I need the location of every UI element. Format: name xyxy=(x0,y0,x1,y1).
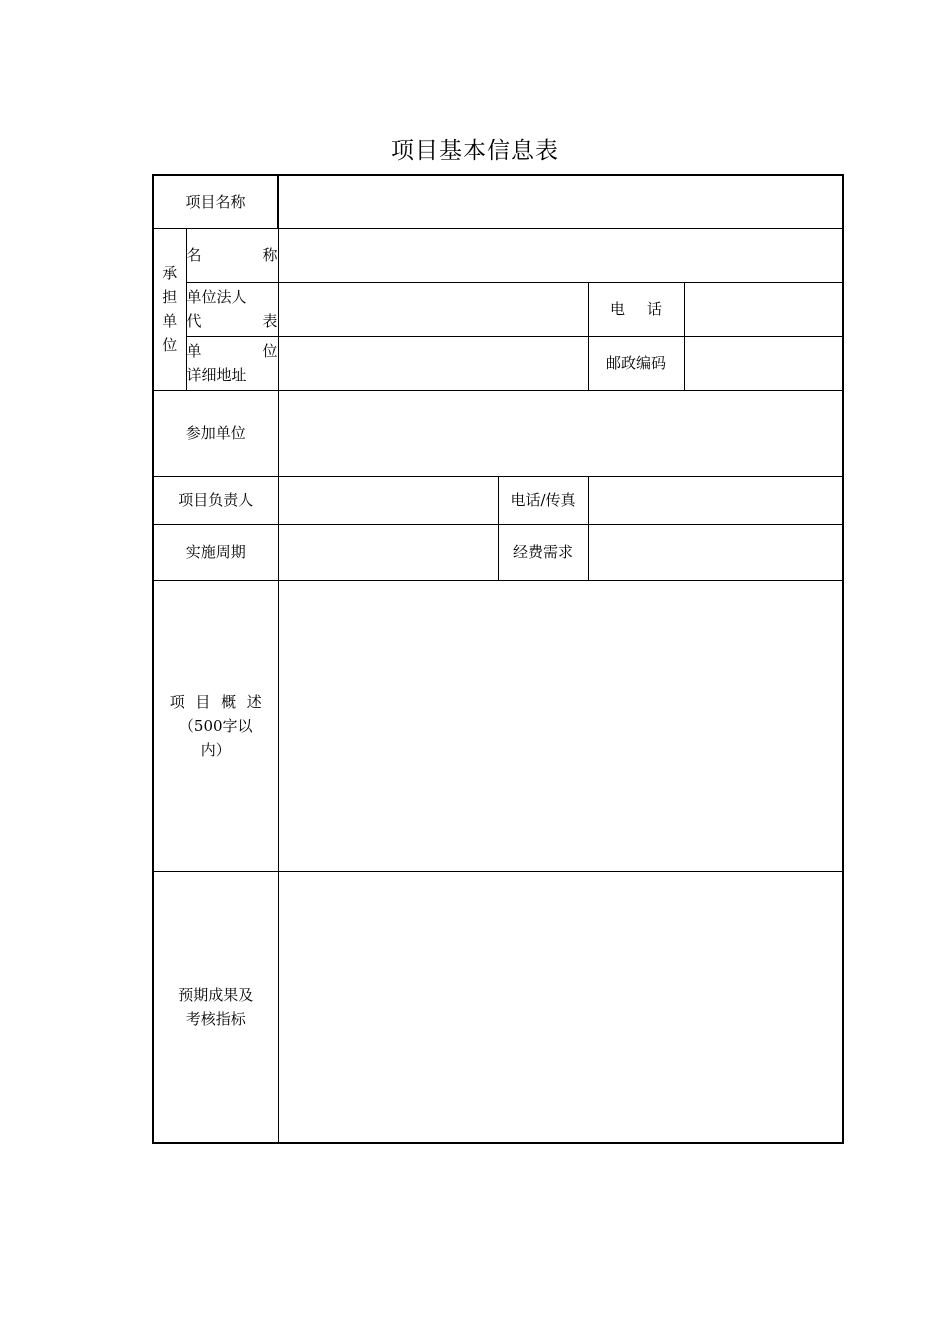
row-overview xyxy=(153,580,843,871)
postcode-label: 邮政编码 xyxy=(588,336,684,390)
overview-label: 项 目 概 述 （500字以 内） xyxy=(153,580,278,871)
funding-field[interactable] xyxy=(588,524,843,580)
legal-rep-field[interactable] xyxy=(278,282,588,336)
funding-label: 经费需求 xyxy=(498,524,588,580)
participating-units-field[interactable] xyxy=(278,390,843,476)
row-implementation-period xyxy=(153,524,843,580)
implementation-period-field[interactable] xyxy=(278,524,498,580)
row-participating-units xyxy=(153,390,843,476)
legal-rep-label: 单位法人 代 表 xyxy=(186,282,278,336)
overview-field[interactable] xyxy=(278,580,843,871)
address-label: 单 位 详细地址 xyxy=(186,336,278,390)
expected-results-field[interactable] xyxy=(278,871,843,1143)
project-name-label: 项目名称 xyxy=(153,175,278,228)
row-address xyxy=(153,336,843,390)
implementation-period-label: 实施周期 xyxy=(153,524,278,580)
postcode-field[interactable] xyxy=(684,336,843,390)
row-unit-name xyxy=(153,228,843,282)
row-legal-rep xyxy=(153,282,843,336)
row-expected-results xyxy=(153,871,843,1143)
phone-field[interactable] xyxy=(684,282,843,336)
phone-label: 电 话 xyxy=(588,282,684,336)
project-leader-label: 项目负责人 xyxy=(153,476,278,524)
project-name-field[interactable] xyxy=(278,175,843,228)
contact-label: 电话/传真 xyxy=(498,476,588,524)
address-field[interactable] xyxy=(278,336,588,390)
project-leader-field[interactable] xyxy=(278,476,498,524)
unit-name-field[interactable] xyxy=(278,228,843,282)
participating-units-label: 参加单位 xyxy=(153,390,278,476)
unit-name-label: 名 称 xyxy=(186,228,278,282)
project-info-table xyxy=(152,174,844,1144)
expected-results-label: 预期成果及 考核指标 xyxy=(153,871,278,1143)
row-project-leader xyxy=(153,476,843,524)
page-title: 项目基本信息表 xyxy=(391,138,559,164)
undertaking-unit-label: 承担单位 xyxy=(153,228,186,390)
row-project-name xyxy=(153,175,843,228)
contact-field[interactable] xyxy=(588,476,843,524)
